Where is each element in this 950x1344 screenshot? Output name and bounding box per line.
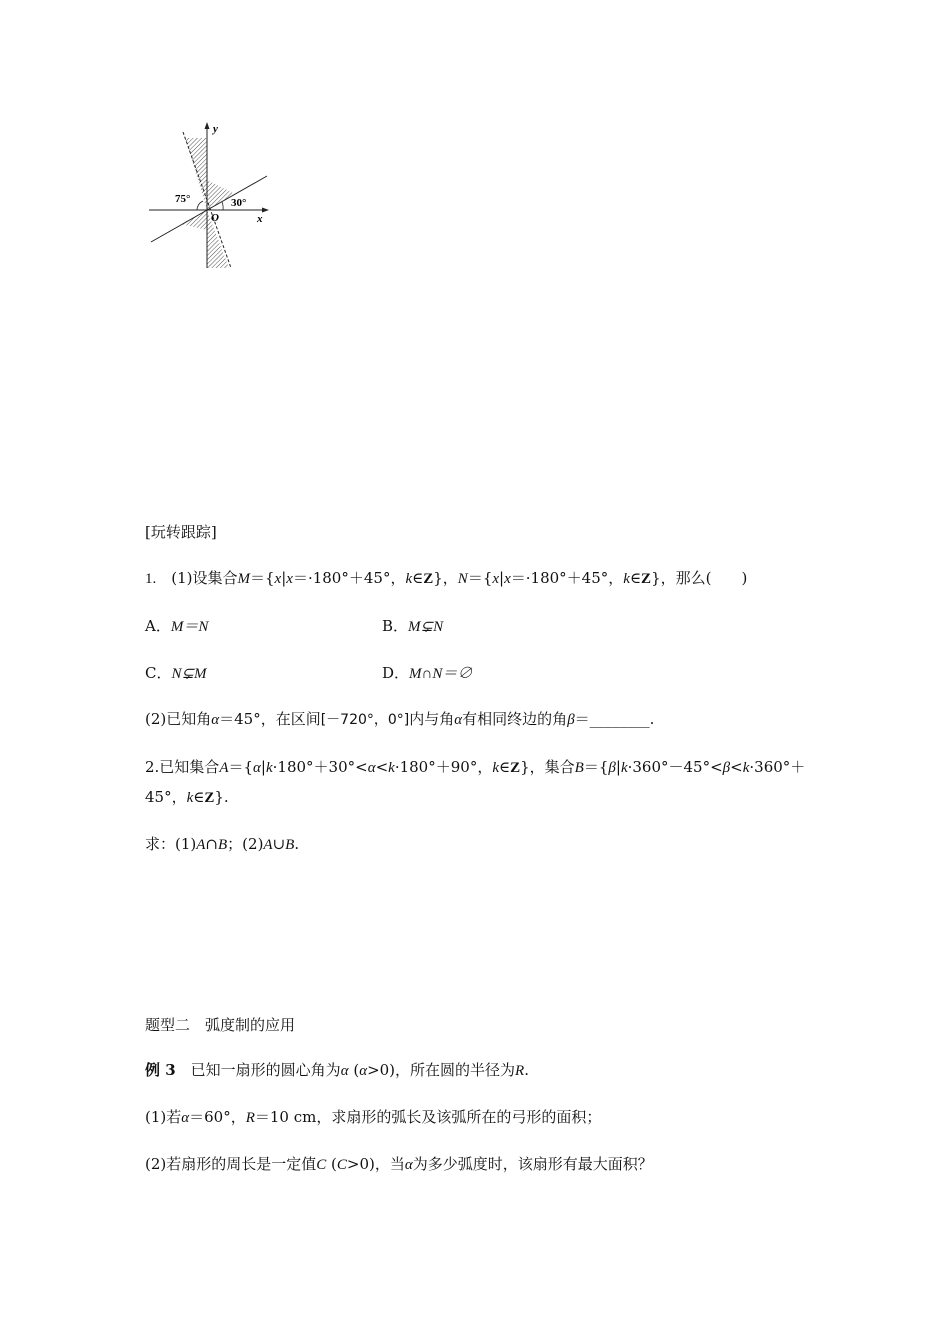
q2-text: ＝{ bbox=[583, 758, 609, 776]
ask-text: ∩ bbox=[205, 835, 218, 853]
var-R: R bbox=[515, 1063, 525, 1079]
var-A: A bbox=[263, 837, 273, 853]
y-axis-arrow bbox=[205, 122, 210, 129]
var-alpha: α bbox=[454, 712, 463, 728]
track-heading: [玩转跟踪] bbox=[145, 523, 217, 541]
ex3-text: >0)，所在圆的半径为 bbox=[367, 1061, 516, 1079]
q2-text: ＝{ bbox=[228, 758, 254, 776]
y-axis-label: y bbox=[213, 123, 218, 135]
q1-2-text: (2)已知角 bbox=[145, 710, 212, 728]
var-B: B bbox=[218, 837, 228, 853]
option-label: C． bbox=[145, 664, 172, 682]
q2-text: ·180°＋90°， bbox=[394, 758, 493, 776]
var-A: A bbox=[219, 760, 229, 776]
q2-text: }，集合 bbox=[520, 758, 575, 776]
x-axis-arrow bbox=[262, 208, 269, 213]
interval: [－720°，0°] bbox=[320, 712, 410, 728]
var-alpha: α bbox=[253, 760, 261, 776]
option-label: D． bbox=[382, 664, 410, 682]
var-k: k bbox=[388, 760, 395, 776]
angle-region-figure bbox=[145, 118, 275, 273]
angle-arc-75 bbox=[197, 201, 203, 210]
var-k: k bbox=[620, 760, 628, 776]
q1-text: ＝{ bbox=[250, 569, 275, 587]
q1-2-text: ＝45°，在区间 bbox=[219, 710, 321, 728]
q1-text: }， bbox=[433, 569, 458, 587]
option-b[interactable] bbox=[382, 615, 443, 636]
option-d[interactable] bbox=[382, 662, 472, 683]
var-C: C bbox=[336, 1157, 347, 1173]
q1-text: | bbox=[499, 569, 505, 587]
section-heading: 题型二 弧度制的应用 bbox=[145, 1016, 296, 1034]
ex3-2-text: (2)若扇形的周长是一定值 bbox=[145, 1155, 317, 1173]
ex3-1-text: ＝60°， bbox=[189, 1108, 246, 1126]
q2-text: 45°， bbox=[145, 788, 187, 806]
var-alpha: α bbox=[340, 1063, 349, 1079]
question-2-line-2 bbox=[145, 786, 229, 807]
option-label: B． bbox=[382, 617, 409, 635]
var-k: k bbox=[186, 790, 194, 806]
angle-arc-30 bbox=[222, 202, 223, 210]
ex3-1-text: (1)若 bbox=[145, 1108, 182, 1126]
var-k: k bbox=[623, 571, 630, 587]
var-k: k bbox=[405, 571, 413, 587]
var-alpha: α bbox=[181, 1110, 190, 1126]
var-R: R bbox=[245, 1110, 255, 1126]
set-Z: Z bbox=[510, 760, 521, 776]
var-x: x bbox=[274, 571, 282, 587]
set-Z: Z bbox=[204, 790, 215, 806]
question-number: 1. bbox=[145, 571, 157, 587]
example-label: 例 3 bbox=[145, 1061, 176, 1079]
answer-blank: ＝________. bbox=[574, 710, 655, 728]
shaded-region-lower bbox=[181, 210, 229, 268]
var-A: A bbox=[196, 837, 206, 853]
q2-text: < bbox=[375, 758, 389, 776]
ex3-2-text: >0)，当 bbox=[346, 1155, 405, 1173]
var-beta: β bbox=[722, 760, 731, 776]
q1-text: ＝·180°＋45°， bbox=[510, 569, 624, 587]
angle-label-75: 75° bbox=[175, 193, 191, 205]
var-beta: β bbox=[567, 712, 575, 728]
q2-text: < bbox=[730, 758, 743, 776]
option-text: N⊊M bbox=[171, 666, 207, 682]
ex3-2-text: 为多少弧度时，该扇形有最大面积？ bbox=[412, 1155, 653, 1173]
q1-2-text: 有相同终边的角 bbox=[462, 710, 568, 728]
example-3 bbox=[145, 1059, 529, 1080]
var-k: k bbox=[265, 760, 273, 776]
var-alpha: α bbox=[211, 712, 220, 728]
ask-text: ；(2) bbox=[227, 835, 264, 853]
q2-text: | bbox=[260, 758, 266, 776]
var-M: M bbox=[237, 571, 250, 587]
q2-text: | bbox=[615, 758, 621, 776]
var-C: C bbox=[316, 1157, 327, 1173]
ex3-1-text: ＝10 cm，求扇形的弧长及该弧所在的弓形的面积； bbox=[254, 1108, 602, 1126]
question-2-line-1 bbox=[145, 756, 805, 777]
q2-text: }. bbox=[214, 788, 229, 806]
var-B: B bbox=[285, 837, 295, 853]
q1-text: ∈ bbox=[629, 569, 642, 587]
question-1 bbox=[145, 567, 747, 588]
q1-text: ∈ bbox=[412, 569, 424, 587]
var-B: B bbox=[574, 760, 584, 776]
ex3-text: 已知一扇形的圆心角为 bbox=[175, 1061, 341, 1079]
var-N: N bbox=[457, 571, 468, 587]
angle-label-30: 30° bbox=[231, 197, 247, 209]
ask-text: . bbox=[294, 835, 300, 853]
var-alpha: α bbox=[404, 1157, 413, 1173]
var-x: x bbox=[504, 571, 511, 587]
q2-text: ·360°＋ bbox=[749, 758, 806, 776]
example-3-part-1 bbox=[145, 1106, 601, 1127]
shaded-region-upper bbox=[185, 138, 235, 210]
q2-text: 2.已知集合 bbox=[145, 758, 220, 776]
q1-text: ＝·180°＋45°， bbox=[292, 569, 406, 587]
option-text: M＝N bbox=[170, 619, 209, 635]
q1-text: (1)设集合 bbox=[171, 569, 238, 587]
ex3-text: . bbox=[524, 1061, 529, 1079]
var-alpha: α bbox=[367, 760, 376, 776]
option-text: M∩N＝∅ bbox=[409, 666, 473, 682]
origin-label: O bbox=[211, 212, 219, 224]
set-Z: Z bbox=[423, 571, 434, 587]
var-beta: β bbox=[608, 760, 616, 776]
option-c[interactable] bbox=[145, 662, 207, 683]
q1-text: }，那么( ) bbox=[651, 569, 748, 587]
ask-text: ∪ bbox=[272, 835, 286, 853]
var-x: x bbox=[286, 571, 293, 587]
var-k: k bbox=[742, 760, 750, 776]
q2-text: ∈ bbox=[499, 758, 511, 776]
q1-text: ＝{ bbox=[467, 569, 493, 587]
option-text: M⊊N bbox=[408, 619, 444, 635]
x-axis-label: x bbox=[257, 213, 263, 225]
q2-text: ∈ bbox=[193, 788, 205, 806]
q2-text: ·180°＋30°< bbox=[272, 758, 368, 776]
var-k: k bbox=[492, 760, 499, 776]
example-3-part-2 bbox=[145, 1153, 653, 1174]
q1-2-text: 内与角 bbox=[409, 710, 455, 728]
var-x: x bbox=[492, 571, 500, 587]
q2-text: ·360°－45°< bbox=[627, 758, 723, 776]
option-a[interactable] bbox=[145, 615, 208, 636]
ask-text: 求：(1) bbox=[145, 835, 197, 853]
ex3-2-text: ( bbox=[326, 1155, 337, 1173]
ex3-text: ( bbox=[348, 1061, 360, 1079]
option-label: A． bbox=[145, 617, 171, 635]
question-2-ask bbox=[145, 833, 299, 854]
set-Z: Z bbox=[641, 571, 652, 587]
var-alpha: α bbox=[359, 1063, 368, 1079]
q1-text: | bbox=[281, 569, 287, 587]
question-1-part-2 bbox=[145, 708, 654, 729]
